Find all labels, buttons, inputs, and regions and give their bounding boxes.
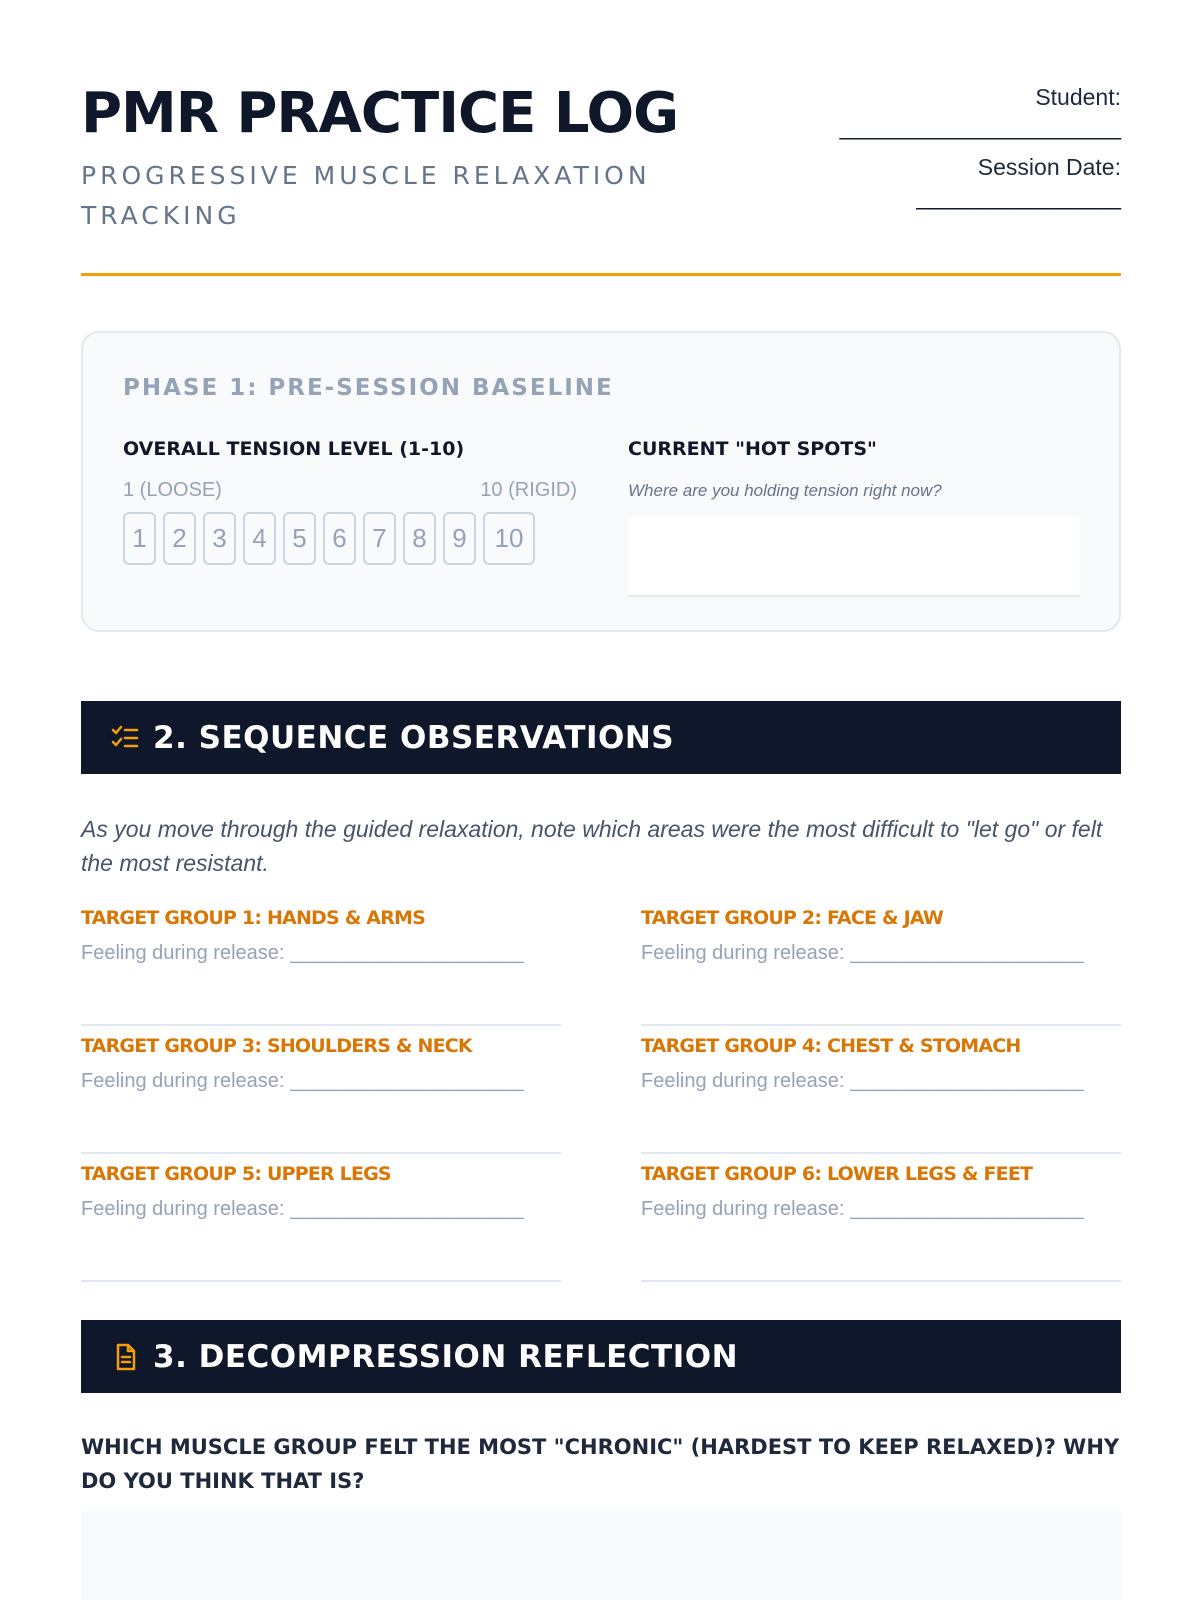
scale-end-labels	[123, 479, 577, 502]
phase1-title: PHASE 1: PRE-SESSION BASELINE	[123, 375, 614, 401]
target-group-1	[81, 906, 561, 1026]
section3-header	[81, 1320, 1121, 1393]
page-header	[81, 78, 1121, 278]
checklist-icon	[109, 722, 141, 754]
session-meta	[840, 82, 1121, 222]
session-date-label: Session Date:	[977, 154, 1121, 180]
document-icon	[109, 1341, 141, 1373]
target-group-4	[641, 1034, 1121, 1154]
section2-header	[81, 701, 1121, 774]
scale-option[interactable]: 3	[203, 512, 236, 565]
phase1-card	[81, 331, 1121, 632]
session-date-field[interactable]: ________________	[916, 184, 1121, 210]
scale-option[interactable]: 8	[403, 512, 436, 565]
hotspots-label: CURRENT "HOT SPOTS"	[628, 438, 877, 460]
scale-option[interactable]: 5	[283, 512, 316, 565]
section3-title: 3. DECOMPRESSION REFLECTION	[153, 1338, 739, 1375]
hotspots-hint: Where are you holding tension right now?	[628, 481, 942, 500]
target-group-title: TARGET GROUP 5: UPPER LEGS	[81, 1163, 391, 1185]
scale-option[interactable]: 10	[483, 512, 535, 565]
target-group-3	[81, 1034, 561, 1154]
target-group-title: TARGET GROUP 3: SHOULDERS & NECK	[81, 1035, 472, 1057]
hotspots-block	[628, 437, 1080, 597]
scale-min-label: 1 (LOOSE)	[123, 479, 222, 501]
scale-option[interactable]: 9	[443, 512, 476, 565]
target-group-title: TARGET GROUP 4: CHEST & STOMACH	[641, 1035, 1021, 1057]
target-group-6	[641, 1162, 1121, 1282]
feeling-field[interactable]: Feeling during release: _____________________	[641, 942, 1084, 964]
scale-option[interactable]: 1	[123, 512, 156, 565]
feeling-field[interactable]: Feeling during release: _____________________	[641, 1070, 1084, 1092]
reflection-answer-area[interactable]	[81, 1511, 1121, 1600]
scale-option[interactable]: 6	[323, 512, 356, 565]
feeling-field[interactable]: Feeling during release: _____________________	[81, 1070, 524, 1092]
target-group-5	[81, 1162, 561, 1282]
tension-level-label: OVERALL TENSION LEVEL (1-10)	[123, 438, 465, 460]
feeling-field[interactable]: Feeling during release: _____________________	[81, 942, 524, 964]
header-divider	[81, 273, 1121, 276]
page-title: PMR PRACTICE LOG	[81, 81, 679, 146]
target-group-title: TARGET GROUP 2: FACE & JAW	[641, 907, 944, 929]
feeling-field[interactable]: Feeling during release: _____________________	[641, 1198, 1084, 1220]
hotspots-input[interactable]	[628, 517, 1080, 597]
page-subtitle: PROGRESSIVE MUSCLE RELAXATION TRACKING	[81, 161, 651, 230]
student-label: Student:	[1035, 84, 1121, 110]
scale-option[interactable]: 4	[243, 512, 276, 565]
target-group-title: TARGET GROUP 1: HANDS & ARMS	[81, 907, 426, 929]
section2-title: 2. SEQUENCE OBSERVATIONS	[153, 719, 675, 756]
section2-intro: As you move through the guided relaxation, note which areas were the most difficult to "let go" or felt the most resistant.	[81, 816, 1103, 876]
target-group-2	[641, 906, 1121, 1026]
target-group-title: TARGET GROUP 6: LOWER LEGS & FEET	[641, 1163, 1033, 1185]
scale-option[interactable]: 7	[363, 512, 396, 565]
reflection-question: WHICH MUSCLE GROUP FELT THE MOST "CHRONIC" (HARDEST TO KEEP RELAXED)? WHY DO YOU THINK THAT IS?	[81, 1435, 1120, 1493]
tension-scale	[123, 512, 577, 565]
student-field[interactable]: ______________________	[839, 114, 1121, 140]
scale-option[interactable]: 2	[163, 512, 196, 565]
feeling-field[interactable]: Feeling during release: _____________________	[81, 1198, 524, 1220]
scale-max-label: 10 (RIGID)	[480, 479, 577, 501]
tension-level-block	[123, 437, 577, 565]
